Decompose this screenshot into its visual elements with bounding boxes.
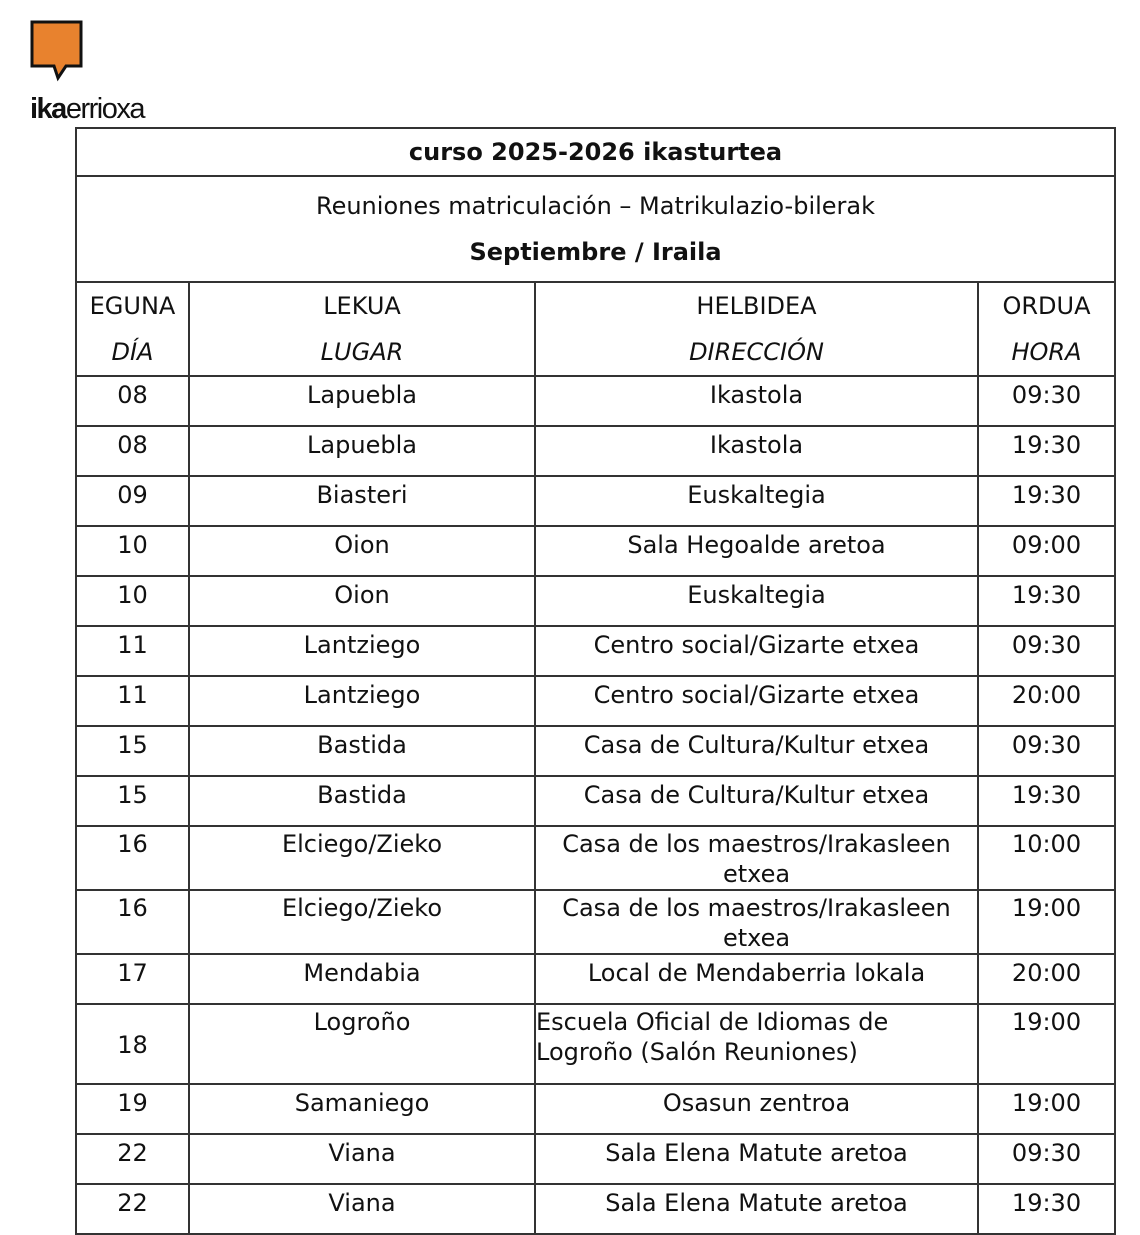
cell-place: Bastida (189, 726, 535, 776)
table-row (76, 826, 1115, 890)
cell-place: Logroño (189, 1004, 535, 1084)
cell-address: Local de Mendaberria lokala (535, 954, 978, 1004)
cell-time: 19:30 (978, 1184, 1115, 1234)
table-row (76, 726, 1115, 776)
table-row (76, 1134, 1115, 1184)
cell-address: Sala Elena Matute aretoa (535, 1184, 978, 1234)
cell-address: Ikastola (535, 426, 978, 476)
cell-place: Viana (189, 1134, 535, 1184)
cell-time: 09:00 (978, 526, 1115, 576)
cell-time: 20:00 (978, 954, 1115, 1004)
header-place (189, 282, 535, 376)
cell-time: 20:00 (978, 676, 1115, 726)
cell-time: 09:30 (978, 1134, 1115, 1184)
cell-address: Casa de Cultura/Kultur etxea (535, 726, 978, 776)
table-row (76, 1004, 1115, 1084)
cell-address: Euskaltegia (535, 476, 978, 526)
cell-day: 11 (76, 626, 189, 676)
cell-day: 10 (76, 526, 189, 576)
meetings-heading: Reuniones matriculación – Matrikulazio-bilerak (315, 192, 876, 220)
cell-day: 16 (76, 890, 189, 954)
cell-day: 15 (76, 776, 189, 826)
cell-place: Oion (189, 576, 535, 626)
cell-day: 16 (76, 826, 189, 890)
cell-time: 19:30 (978, 476, 1115, 526)
header-time-eu: ORDUA (1002, 292, 1091, 320)
cell-place: Lapuebla (189, 426, 535, 476)
cell-place: Elciego/Zieko (189, 826, 535, 890)
logo-brand-light: errioxa (65, 93, 144, 125)
table-row (76, 526, 1115, 576)
cell-address: Casa de los maestros/Irakasleen etxea (535, 826, 978, 890)
cell-time: 09:30 (978, 376, 1115, 426)
cell-time: 19:30 (978, 426, 1115, 476)
cell-day: 18 (76, 1004, 189, 1084)
header-day-es: DÍA (111, 338, 154, 366)
cell-address: Sala Hegoalde aretoa (535, 526, 978, 576)
cell-time: 10:00 (978, 826, 1115, 890)
column-header-row (76, 282, 1115, 376)
header-address-eu: HELBIDEA (696, 292, 817, 320)
cell-day: 11 (76, 676, 189, 726)
table-row (76, 476, 1115, 526)
cell-day: 09 (76, 476, 189, 526)
cell-place: Samaniego (189, 1084, 535, 1134)
cell-address: Osasun zentroa (535, 1084, 978, 1134)
cell-time: 19:30 (978, 576, 1115, 626)
cell-place: Lantziego (189, 626, 535, 676)
cell-time: 09:30 (978, 726, 1115, 776)
cell-day: 10 (76, 576, 189, 626)
schedule-table (75, 127, 1116, 1235)
table-row (76, 1184, 1115, 1234)
table-row (76, 376, 1115, 426)
ikaerrioxa-logo (30, 20, 170, 125)
cell-address: Euskaltegia (535, 576, 978, 626)
table-row (76, 954, 1115, 1004)
cell-place: Lantziego (189, 676, 535, 726)
cell-place: Oion (189, 526, 535, 576)
month-heading: Septiembre / Iraila (469, 238, 722, 266)
cell-time: 19:00 (978, 1004, 1115, 1084)
cell-day: 22 (76, 1134, 189, 1184)
cell-day: 17 (76, 954, 189, 1004)
cell-address: Casa de Cultura/Kultur etxea (535, 776, 978, 826)
cell-place: Mendabia (189, 954, 535, 1004)
cell-day: 22 (76, 1184, 189, 1234)
table-row (76, 576, 1115, 626)
cell-place: Bastida (189, 776, 535, 826)
cell-day: 08 (76, 426, 189, 476)
logo-wordmark (30, 94, 144, 124)
cell-place: Biasteri (189, 476, 535, 526)
header-time (978, 282, 1115, 376)
cell-address: Centro social/Gizarte etxea (535, 676, 978, 726)
header-day (76, 282, 189, 376)
header-address (535, 282, 978, 376)
header-time-es: HORA (1011, 338, 1082, 366)
header-place-es: LUGAR (320, 338, 404, 366)
cell-time: 19:00 (978, 1084, 1115, 1134)
cell-time: 09:30 (978, 626, 1115, 676)
cell-place: Elciego/Zieko (189, 890, 535, 954)
logo-brand-bold: ika (30, 93, 66, 125)
cell-address: Sala Elena Matute aretoa (535, 1134, 978, 1184)
cell-place: Viana (189, 1184, 535, 1234)
header-day-eu: EGUNA (89, 292, 176, 320)
cell-day: 08 (76, 376, 189, 426)
cell-day: 15 (76, 726, 189, 776)
cell-address: Casa de los maestros/Irakasleen etxea (535, 890, 978, 954)
cell-address: Escuela Oficial de Idiomas de Logroño (Salón Reuniones) (535, 1004, 978, 1084)
table-row (76, 626, 1115, 676)
cell-address: Centro social/Gizarte etxea (535, 626, 978, 676)
table-row (76, 426, 1115, 476)
table-row (76, 676, 1115, 726)
table-title: curso 2025-2026 ikasturtea (76, 128, 1115, 176)
cell-day: 19 (76, 1084, 189, 1134)
table-row (76, 1084, 1115, 1134)
table-row (76, 776, 1115, 826)
header-address-es: DIRECCIÓN (689, 338, 824, 366)
cell-address: Ikastola (535, 376, 978, 426)
cell-place: Lapuebla (189, 376, 535, 426)
table-row (76, 890, 1115, 954)
header-place-eu: LEKUA (323, 292, 401, 320)
cell-time: 19:00 (978, 890, 1115, 954)
speech-bubble-icon (30, 20, 84, 82)
cell-time: 19:30 (978, 776, 1115, 826)
table-subheading (76, 176, 1115, 282)
